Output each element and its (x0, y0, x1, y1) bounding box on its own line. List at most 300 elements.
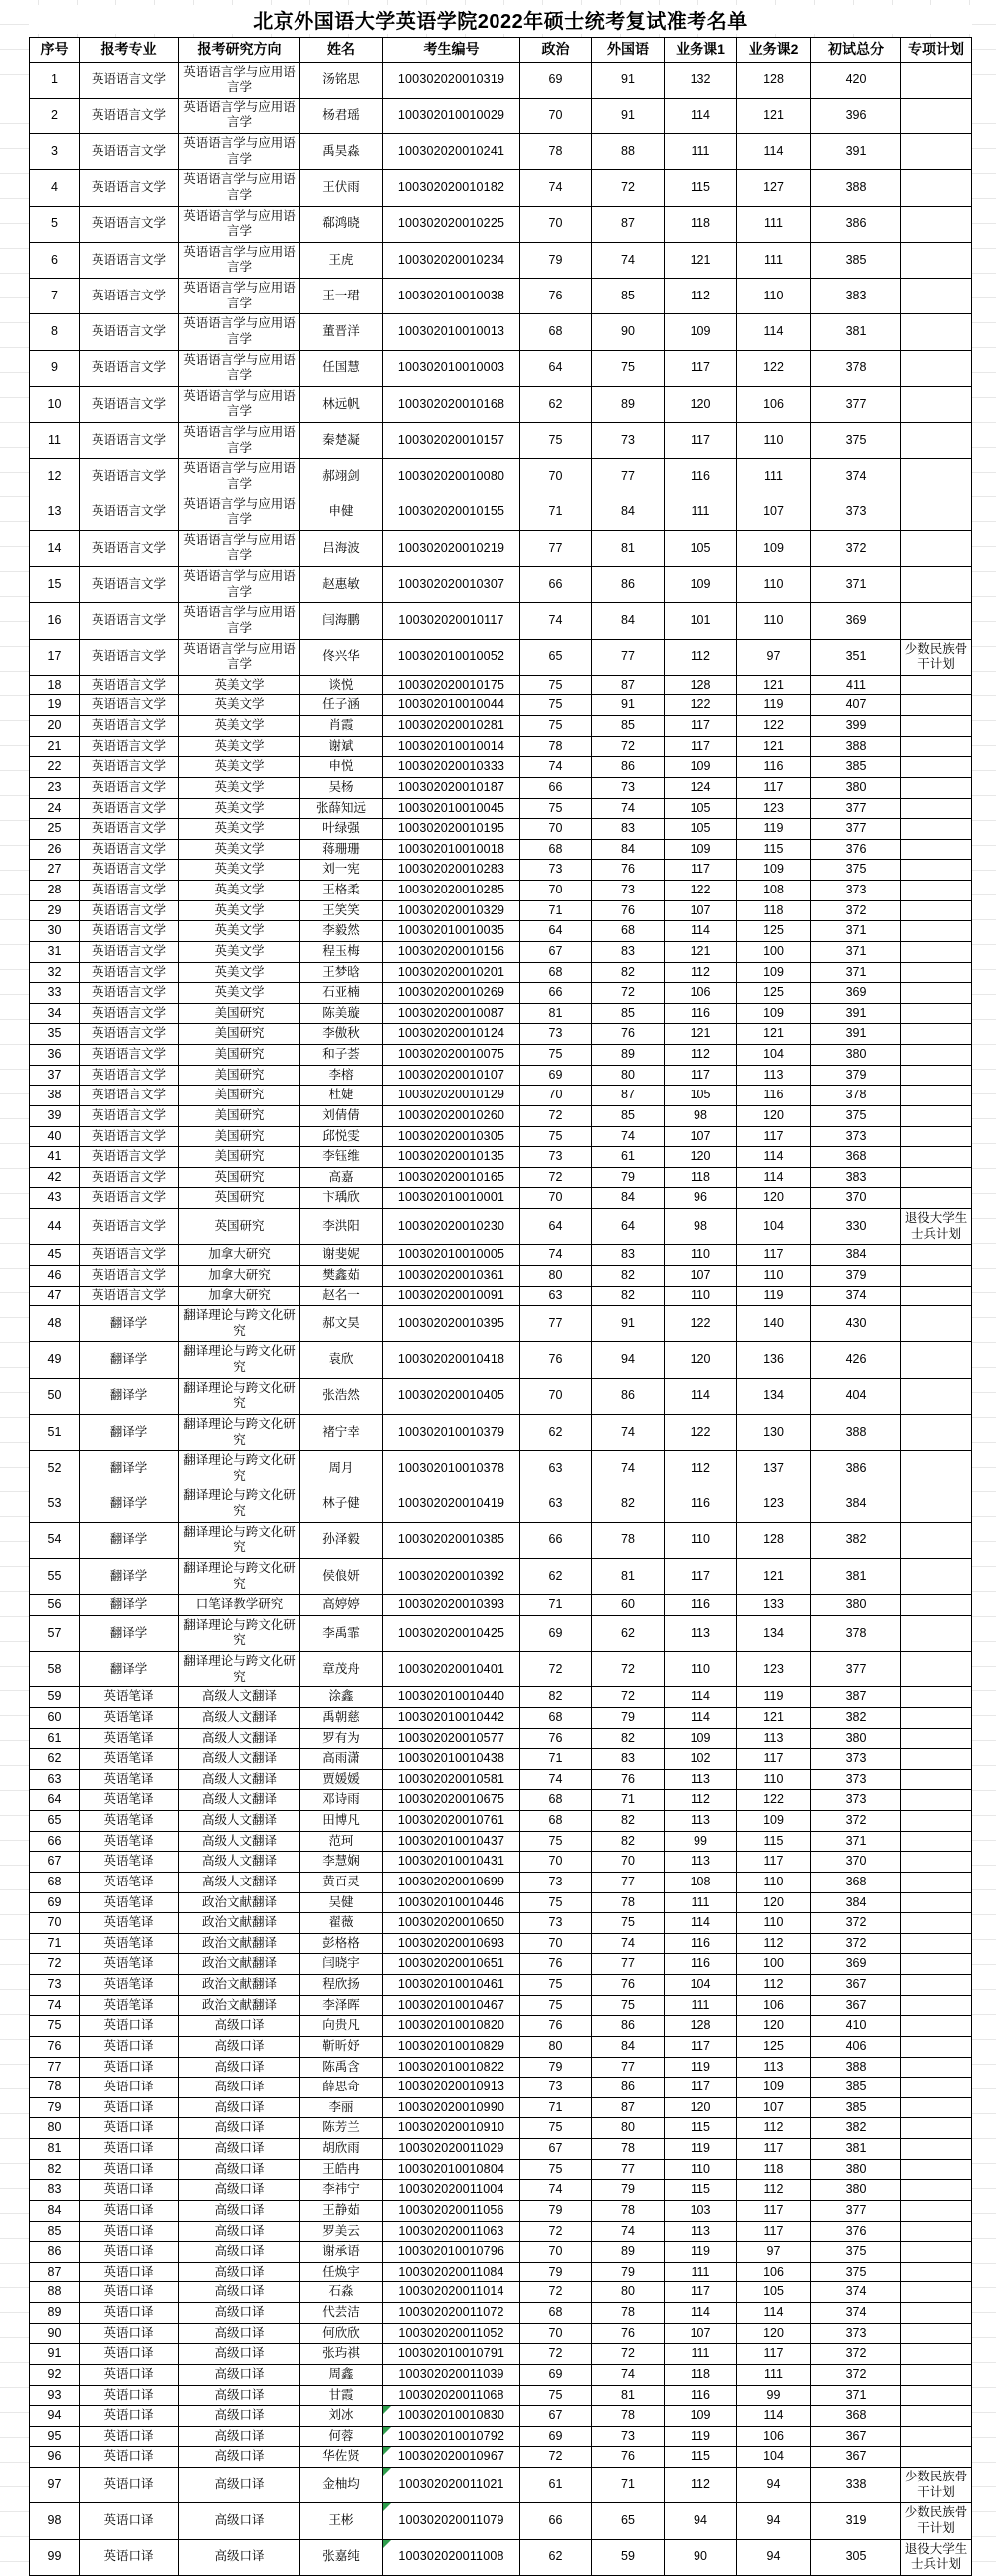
cell-no: 43 (30, 1188, 80, 1209)
column-header-no: 序号 (30, 38, 80, 63)
cell-foreign-language: 88 (592, 134, 665, 170)
cell-no: 79 (30, 2097, 80, 2118)
cell-direction: 英美文学 (179, 860, 300, 881)
cell-subject2: 130 (737, 1414, 811, 1450)
cell-major: 英语口译 (80, 2057, 179, 2078)
cell-special-plan (901, 495, 972, 530)
cell-candidate-id: 100302020010165 (383, 1167, 520, 1188)
cell-subject2: 123 (737, 798, 811, 819)
cell-special-plan (901, 2036, 972, 2057)
cell-foreign-language: 83 (592, 1245, 665, 1266)
cell-name: 刘冰 (300, 2406, 383, 2427)
cell-name: 张嘉纯 (300, 2539, 383, 2575)
cell-subject1: 113 (665, 1811, 737, 1832)
cell-direction: 高级人文翻译 (179, 1769, 300, 1790)
cell-no: 62 (30, 1749, 80, 1770)
cell-major: 翻译学 (80, 1378, 179, 1414)
table-row (30, 1105, 972, 1126)
cell-no: 33 (30, 983, 80, 1004)
cell-candidate-id: 100302020010091 (383, 1286, 520, 1306)
cell-direction: 英国研究 (179, 1167, 300, 1188)
cell-major: 英语语言文学 (80, 98, 179, 133)
cell-total-score: 371 (811, 1831, 901, 1852)
table-row (30, 1707, 972, 1728)
table-row (30, 2057, 972, 2078)
cell-politics: 73 (520, 1872, 592, 1892)
cell-total-score: 367 (811, 1995, 901, 2016)
cell-no: 14 (30, 530, 80, 566)
cell-no: 8 (30, 314, 80, 350)
cell-no: 60 (30, 1707, 80, 1728)
cell-candidate-id: 100302020010182 (383, 170, 520, 206)
cell-special-plan (901, 1003, 972, 1024)
cell-major: 英语语言文学 (80, 757, 179, 778)
table-row (30, 1615, 972, 1651)
cell-name: 任国慧 (300, 350, 383, 386)
cell-major: 英语口译 (80, 2385, 179, 2406)
cell-major: 英语语言文学 (80, 1167, 179, 1188)
cell-total-score: 399 (811, 716, 901, 737)
cell-politics: 76 (520, 279, 592, 314)
cell-major: 英语口译 (80, 2097, 179, 2118)
cell-total-score: 388 (811, 2057, 901, 2078)
cell-special-plan (901, 921, 972, 942)
cell-foreign-language: 86 (592, 2016, 665, 2037)
cell-subject2: 117 (737, 777, 811, 798)
cell-major: 英语笔译 (80, 1707, 179, 1728)
cell-politics: 75 (520, 2159, 592, 2180)
cell-foreign-language: 89 (592, 1045, 665, 1066)
cell-special-plan (901, 1265, 972, 1286)
table-row (30, 1414, 972, 1450)
table-header (30, 38, 972, 63)
cell-subject1: 116 (665, 1954, 737, 1975)
cell-no: 77 (30, 2057, 80, 2078)
cell-subject2: 117 (737, 1852, 811, 1873)
cell-direction: 高级口译 (179, 2057, 300, 2078)
cell-foreign-language: 94 (592, 1342, 665, 1378)
cell-subject1: 122 (665, 1306, 737, 1342)
cell-politics: 70 (520, 2323, 592, 2344)
cell-total-score: 371 (811, 962, 901, 983)
table-row (30, 2406, 972, 2427)
table-row (30, 1749, 972, 1770)
cell-no: 23 (30, 777, 80, 798)
cell-politics: 70 (520, 1086, 592, 1106)
cell-no: 38 (30, 1086, 80, 1106)
page-title: 北京外国语大学英语学院2022年硕士统考复试准考名单 (29, 5, 972, 34)
cell-special-plan (901, 1933, 972, 1954)
cell-name: 王笑笑 (300, 900, 383, 921)
table-row (30, 675, 972, 695)
cell-name: 吕海波 (300, 530, 383, 566)
cell-politics: 72 (520, 2344, 592, 2365)
cell-major: 翻译学 (80, 1595, 179, 1616)
cell-no: 46 (30, 1265, 80, 1286)
cell-subject1: 113 (665, 1852, 737, 1873)
cell-total-score: 372 (811, 530, 901, 566)
cell-special-plan (901, 1892, 972, 1913)
cell-politics: 76 (520, 1954, 592, 1975)
cell-candidate-id: 100302010010044 (383, 695, 520, 716)
cell-name: 佟兴华 (300, 639, 383, 675)
cell-no: 20 (30, 716, 80, 737)
cell-name: 林远帆 (300, 386, 383, 422)
cell-politics: 76 (520, 2016, 592, 2037)
cell-name: 李祎宁 (300, 2180, 383, 2201)
cell-candidate-id: 100302020010187 (383, 777, 520, 798)
table-row (30, 170, 972, 206)
cell-major: 英语语言文学 (80, 242, 179, 278)
table-row (30, 386, 972, 422)
cell-subject2: 128 (737, 1522, 811, 1558)
cell-total-score: 404 (811, 1378, 901, 1414)
cell-major: 英语笔译 (80, 1852, 179, 1873)
cell-foreign-language: 80 (592, 2282, 665, 2303)
cell-candidate-id: 100302020011029 (383, 2139, 520, 2160)
green-triangle-icon (383, 2427, 391, 2435)
cell-direction: 英美文学 (179, 941, 300, 962)
cell-politics: 72 (520, 1652, 592, 1687)
cell-no: 56 (30, 1595, 80, 1616)
cell-no: 78 (30, 2078, 80, 2098)
cell-total-score: 373 (811, 1749, 901, 1770)
cell-no: 6 (30, 242, 80, 278)
cell-subject1: 94 (665, 2503, 737, 2539)
cell-total-score: 388 (811, 1414, 901, 1450)
cell-subject1: 105 (665, 819, 737, 840)
cell-major: 英语口译 (80, 2447, 179, 2468)
cell-foreign-language: 90 (592, 314, 665, 350)
cell-subject1: 119 (665, 2242, 737, 2263)
cell-subject2: 121 (737, 675, 811, 695)
cell-candidate-id: 100302020010307 (383, 567, 520, 603)
cell-politics: 75 (520, 423, 592, 459)
cell-foreign-language: 86 (592, 1378, 665, 1414)
cell-total-score: 373 (811, 1790, 901, 1811)
cell-total-score: 371 (811, 567, 901, 603)
cell-major: 英语笔译 (80, 1728, 179, 1749)
cell-foreign-language: 82 (592, 1265, 665, 1286)
table-row (30, 2539, 972, 2575)
cell-major: 英语语言文学 (80, 1265, 179, 1286)
cell-major: 英语语言文学 (80, 983, 179, 1004)
cell-candidate-id: 100302020010967 (383, 2447, 520, 2468)
cell-total-score: 374 (811, 2303, 901, 2324)
cell-candidate-id: 100302020010135 (383, 1147, 520, 1168)
cell-subject2: 100 (737, 941, 811, 962)
cell-direction: 高级口译 (179, 2303, 300, 2324)
table-row (30, 2303, 972, 2324)
cell-name: 石亚楠 (300, 983, 383, 1004)
cell-foreign-language: 91 (592, 98, 665, 133)
cell-candidate-id: 100302020011052 (383, 2323, 520, 2344)
cell-total-score: 371 (811, 2385, 901, 2406)
cell-candidate-id: 100302020010990 (383, 2097, 520, 2118)
cell-total-score: 368 (811, 1147, 901, 1168)
cell-direction: 高级口译 (179, 2262, 300, 2282)
table-row (30, 2426, 972, 2447)
cell-subject1: 117 (665, 736, 737, 757)
cell-total-score: 377 (811, 798, 901, 819)
cell-major: 翻译学 (80, 1558, 179, 1594)
cell-total-score: 377 (811, 1652, 901, 1687)
cell-name: 李慧娴 (300, 1852, 383, 1873)
cell-special-plan (901, 1451, 972, 1486)
cell-name: 刘倩倩 (300, 1105, 383, 1126)
cell-foreign-language: 85 (592, 1105, 665, 1126)
cell-major: 英语笔译 (80, 1769, 179, 1790)
cell-subject2: 110 (737, 423, 811, 459)
cell-candidate-id: 100302020010577 (383, 1728, 520, 1749)
cell-major: 英语语言文学 (80, 860, 179, 881)
cell-politics: 82 (520, 1687, 592, 1708)
cell-no: 99 (30, 2539, 80, 2575)
cell-total-score: 372 (811, 1933, 901, 1954)
table-row (30, 639, 972, 675)
cell-major: 英语口译 (80, 2323, 179, 2344)
cell-no: 16 (30, 603, 80, 639)
cell-foreign-language: 76 (592, 860, 665, 881)
cell-special-plan (901, 459, 972, 495)
cell-subject1: 112 (665, 1790, 737, 1811)
cell-total-score: 383 (811, 279, 901, 314)
cell-special-plan (901, 839, 972, 860)
cell-special-plan (901, 1615, 972, 1651)
cell-major: 英语语言文学 (80, 1024, 179, 1045)
cell-total-score: 375 (811, 2242, 901, 2263)
cell-candidate-id: 100302010010796 (383, 2242, 520, 2263)
cell-special-plan (901, 716, 972, 737)
cell-name: 邓诗雨 (300, 1790, 383, 1811)
cell-subject1: 114 (665, 921, 737, 942)
cell-foreign-language: 89 (592, 386, 665, 422)
cell-foreign-language: 74 (592, 1126, 665, 1147)
cell-foreign-language: 85 (592, 716, 665, 737)
cell-foreign-language: 83 (592, 819, 665, 840)
cell-name: 王皓冉 (300, 2159, 383, 2180)
cell-foreign-language: 72 (592, 1652, 665, 1687)
cell-major: 英语语言文学 (80, 675, 179, 695)
cell-name: 薛思奇 (300, 2078, 383, 2098)
cell-direction: 政治文献翻译 (179, 1995, 300, 2016)
cell-direction: 翻译理论与跨文化研究 (179, 1342, 300, 1378)
cell-total-score: 387 (811, 1687, 901, 1708)
cell-major: 英语笔译 (80, 1687, 179, 1708)
table-row (30, 423, 972, 459)
cell-major: 英语语言文学 (80, 777, 179, 798)
table-row (30, 1892, 972, 1913)
cell-politics: 70 (520, 1933, 592, 1954)
cell-name: 闫晓宇 (300, 1954, 383, 1975)
cell-politics: 70 (520, 206, 592, 242)
cell-special-plan (901, 819, 972, 840)
cell-foreign-language: 74 (592, 242, 665, 278)
cell-total-score: 371 (811, 941, 901, 962)
cell-total-score: 376 (811, 839, 901, 860)
cell-major: 英语语言文学 (80, 1086, 179, 1106)
cell-subject1: 128 (665, 675, 737, 695)
cell-candidate-id: 100302010010792 (383, 2426, 520, 2447)
cell-total-score: 305 (811, 2539, 901, 2575)
cell-politics: 74 (520, 2180, 592, 2201)
cell-major: 英语口译 (80, 2426, 179, 2447)
cell-no: 42 (30, 1167, 80, 1188)
cell-candidate-id: 100302020010361 (383, 1265, 520, 1286)
cell-subject1: 105 (665, 1086, 737, 1106)
cell-subject1: 117 (665, 860, 737, 881)
cell-subject1: 110 (665, 1286, 737, 1306)
table-row (30, 2242, 972, 2263)
table-row (30, 314, 972, 350)
cell-subject2: 105 (737, 2282, 811, 2303)
cell-politics: 78 (520, 736, 592, 757)
cell-direction: 美国研究 (179, 1147, 300, 1168)
table-row (30, 1872, 972, 1892)
cell-candidate-id: 100302020011008 (383, 2539, 520, 2575)
cell-special-plan (901, 881, 972, 901)
cell-foreign-language: 72 (592, 1687, 665, 1708)
cell-direction: 高级口译 (179, 2118, 300, 2139)
table-row (30, 1265, 972, 1286)
table-row (30, 2139, 972, 2160)
cell-foreign-language: 65 (592, 2503, 665, 2539)
cell-name: 王一珺 (300, 279, 383, 314)
cell-major: 英语口译 (80, 2344, 179, 2365)
cell-subject1: 119 (665, 2057, 737, 2078)
cell-major: 英语笔译 (80, 1975, 179, 1996)
cell-no: 88 (30, 2282, 80, 2303)
table-row (30, 603, 972, 639)
cell-direction: 翻译理论与跨文化研究 (179, 1652, 300, 1687)
cell-foreign-language: 81 (592, 2385, 665, 2406)
cell-subject2: 111 (737, 206, 811, 242)
cell-total-score: 386 (811, 1451, 901, 1486)
cell-subject1: 113 (665, 1769, 737, 1790)
cell-subject2: 109 (737, 2078, 811, 2098)
column-header-total-score: 初试总分 (811, 38, 901, 63)
cell-name: 李泽晖 (300, 1995, 383, 2016)
table-row (30, 2323, 972, 2344)
cell-politics: 64 (520, 1209, 592, 1245)
cell-special-plan (901, 1728, 972, 1749)
cell-subject1: 111 (665, 1995, 737, 2016)
cell-subject2: 122 (737, 350, 811, 386)
cell-name: 王静茹 (300, 2200, 383, 2221)
cell-subject1: 105 (665, 530, 737, 566)
table-row (30, 2282, 972, 2303)
cell-subject2: 94 (737, 2468, 811, 2503)
cell-politics: 65 (520, 639, 592, 675)
cell-direction: 英美文学 (179, 819, 300, 840)
cell-name: 甘霞 (300, 2385, 383, 2406)
cell-special-plan (901, 170, 972, 206)
cell-special-plan (901, 603, 972, 639)
cell-politics: 62 (520, 2539, 592, 2575)
cell-foreign-language: 78 (592, 2200, 665, 2221)
cell-total-score: 381 (811, 2139, 901, 2160)
cell-subject1: 112 (665, 279, 737, 314)
cell-special-plan (901, 1167, 972, 1188)
cell-candidate-id: 100302010010437 (383, 1831, 520, 1852)
cell-candidate-id: 100302010010045 (383, 798, 520, 819)
table-row (30, 2159, 972, 2180)
cell-subject2: 104 (737, 1209, 811, 1245)
cell-direction: 翻译理论与跨文化研究 (179, 1306, 300, 1342)
cell-special-plan (901, 777, 972, 798)
cell-no: 66 (30, 1831, 80, 1852)
cell-foreign-language: 86 (592, 2078, 665, 2098)
cell-total-score: 381 (811, 1558, 901, 1594)
cell-direction: 英语语言学与应用语言学 (179, 603, 300, 639)
cell-direction: 美国研究 (179, 1105, 300, 1126)
cell-major: 英语口译 (80, 2503, 179, 2539)
cell-major: 英语语言文学 (80, 386, 179, 422)
cell-foreign-language: 76 (592, 2323, 665, 2344)
cell-special-plan (901, 2385, 972, 2406)
cell-total-score: 372 (811, 1913, 901, 1934)
cell-no: 36 (30, 1045, 80, 1066)
cell-total-score: 338 (811, 2468, 901, 2503)
cell-direction: 高级口译 (179, 2180, 300, 2201)
cell-total-score: 380 (811, 777, 901, 798)
cell-candidate-id: 100302010010018 (383, 839, 520, 860)
cell-candidate-id: 100302020010418 (383, 1342, 520, 1378)
cell-subject1: 102 (665, 1749, 737, 1770)
cell-candidate-id: 100302020010225 (383, 206, 520, 242)
cell-no: 11 (30, 423, 80, 459)
cell-subject2: 94 (737, 2539, 811, 2575)
cell-subject1: 111 (665, 1892, 737, 1913)
cell-special-plan: 少数民族骨干计划 (901, 639, 972, 675)
cell-direction: 英语语言学与应用语言学 (179, 314, 300, 350)
cell-subject1: 111 (665, 134, 737, 170)
cell-subject2: 97 (737, 639, 811, 675)
cell-foreign-language: 80 (592, 1065, 665, 1086)
cell-subject1: 118 (665, 1167, 737, 1188)
table-row (30, 881, 972, 901)
table-row (30, 1167, 972, 1188)
cell-major: 英语语言文学 (80, 900, 179, 921)
cell-foreign-language: 79 (592, 2262, 665, 2282)
cell-direction: 英语语言学与应用语言学 (179, 459, 300, 495)
table-row (30, 962, 972, 983)
cell-special-plan (901, 1342, 972, 1378)
cell-candidate-id: 100302020010285 (383, 881, 520, 901)
cell-candidate-id: 100302020010393 (383, 1595, 520, 1616)
cell-name: 田博凡 (300, 1811, 383, 1832)
cell-total-score: 319 (811, 2503, 901, 2539)
table-row (30, 757, 972, 778)
cell-subject2: 119 (737, 819, 811, 840)
cell-foreign-language: 82 (592, 962, 665, 983)
cell-subject2: 125 (737, 983, 811, 1004)
cell-major: 英语口译 (80, 2159, 179, 2180)
cell-total-score: 391 (811, 134, 901, 170)
cell-no: 75 (30, 2016, 80, 2037)
cell-special-plan (901, 242, 972, 278)
table-row (30, 1852, 972, 1873)
cell-name: 贾媛媛 (300, 1769, 383, 1790)
cell-special-plan (901, 983, 972, 1004)
table-row (30, 1024, 972, 1045)
cell-major: 英语语言文学 (80, 881, 179, 901)
table-row (30, 921, 972, 942)
cell-candidate-id: 100302010010005 (383, 1245, 520, 1266)
cell-total-score: 383 (811, 1167, 901, 1188)
cell-no: 4 (30, 170, 80, 206)
cell-total-score: 374 (811, 459, 901, 495)
